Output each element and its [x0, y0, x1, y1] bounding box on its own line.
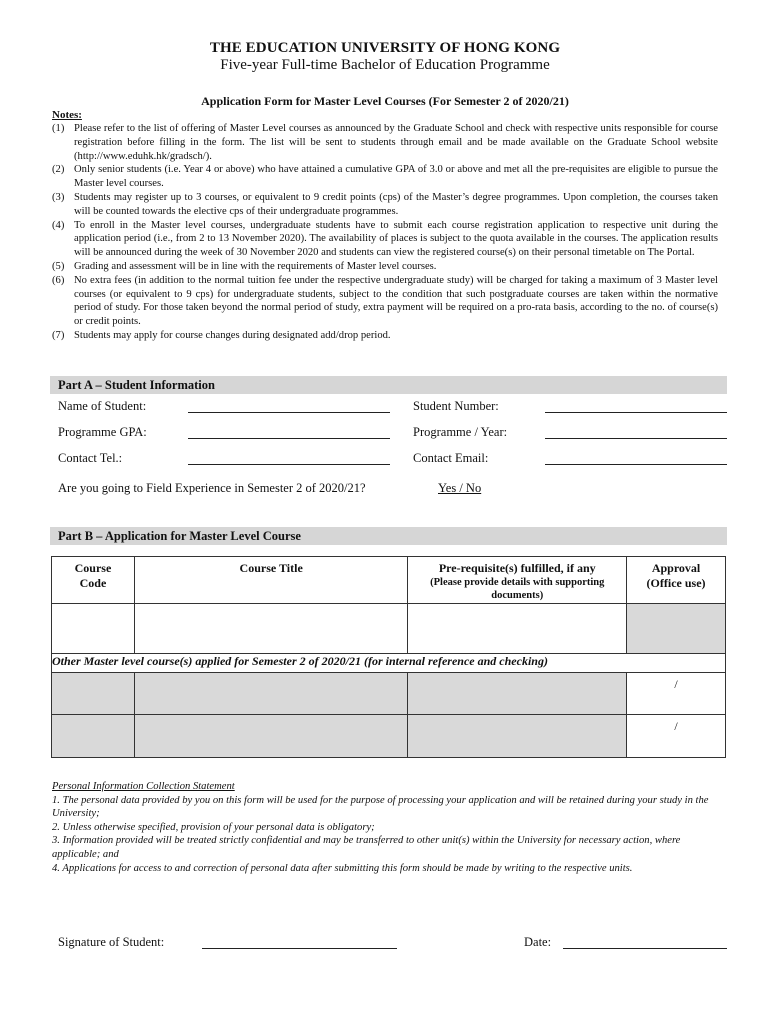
note-item [52, 219, 718, 260]
signature-label: Signature of Student: [58, 935, 165, 949]
gpa-label: Programme GPA: [58, 425, 147, 439]
other-approval-cell: / [627, 715, 726, 758]
programme-year-label: Programme / Year: [413, 425, 508, 439]
other-course-code-cell [52, 715, 135, 758]
email-field[interactable] [545, 464, 727, 465]
note-item [52, 122, 718, 163]
field-experience-question: Are you going to Field Experience in Semester 2 of 2020/21? [58, 481, 366, 495]
note-item [52, 260, 718, 274]
pics-item: 2. Unless otherwise specified, provision of your personal data is obligatory; [52, 821, 375, 833]
approval-header-line1: Approval [651, 561, 701, 575]
note-item [52, 274, 718, 329]
course-code-header-line2: Code [79, 576, 107, 590]
date-field[interactable] [563, 948, 727, 949]
prerequisite-header [408, 557, 627, 604]
other-courses-heading-row [52, 654, 726, 673]
note-number: (5) [52, 260, 65, 272]
note-text: Only senior students (i.e. Year 4 or above) who have attained a cumulative GPA of 3.0 or above and met all the pre-requisites are eligible to pursue the Master level courses. [74, 164, 718, 190]
student-number-field[interactable] [545, 412, 727, 413]
signature-field[interactable] [202, 948, 397, 949]
table-row [52, 715, 726, 758]
student-number-label: Student Number: [413, 399, 499, 413]
pics-item: 4. Applications for access to and correction of personal data after submitting this form should be made by writing to the respective units. [52, 862, 633, 874]
notes-list [52, 122, 718, 343]
prerequisite-header-text: Pre-requisite(s) fulfilled, if any [438, 561, 596, 575]
note-item [52, 163, 718, 191]
other-approval-cell: / [627, 673, 726, 715]
email-label: Contact Email: [413, 451, 489, 465]
other-courses-heading: Other Master level course(s) applied for Semester 2 of 2020/21 (for internal reference and checking) [52, 654, 726, 673]
other-prerequisite-cell [408, 715, 627, 758]
programme-name: Five-year Full-time Bachelor of Education Programme [220, 57, 550, 73]
tel-label: Contact Tel.: [58, 451, 123, 465]
course-code-header-line1: Course [74, 561, 112, 575]
note-text: Grading and assessment will be in line with the requirements of Master level courses. [74, 260, 437, 272]
course-title-cell[interactable] [134, 604, 408, 654]
part-b-heading: Part B – Application for Master Level Course [50, 527, 727, 545]
note-number: (3) [52, 191, 65, 203]
approval-header-line2: (Office use) [646, 576, 706, 590]
table-header-row [52, 557, 726, 604]
table-row [52, 673, 726, 715]
note-text: No extra fees (in addition to the normal tuition fee under the respective undergraduate study) will be charged for taking a maximum of 3 Master level courses (or equivalent to 9 cps) for undergraduate students, subject to the condition that such postgraduate courses are taken within the normative period of study. For those taken beyond the normal period of study, extra payment will be required on a pro-rata basis, according to the no. of course(s) or credit points. [74, 274, 718, 328]
note-item [52, 191, 718, 219]
table-row [52, 604, 726, 654]
other-course-title-cell [134, 673, 408, 715]
pics-title: Personal Information Collection Statement [52, 781, 235, 792]
prerequisite-cell[interactable] [408, 604, 627, 654]
other-course-title-cell [134, 715, 408, 758]
programme-year-field[interactable] [545, 438, 727, 439]
course-code-cell[interactable] [52, 604, 135, 654]
part-a-heading: Part A – Student Information [50, 376, 727, 394]
tel-field[interactable] [188, 464, 390, 465]
note-number: (7) [52, 329, 65, 341]
notes-title: Notes: [52, 109, 82, 121]
note-text: Students may register up to 3 courses, or equivalent to 9 credit points (cps) of the Master’s degree programmes. Upon completion, the courses taken will be counted towards the elective cps of their undergraduate programmes. [74, 191, 718, 217]
prerequisite-header-sub: (Please provide details with supporting documents) [430, 577, 605, 601]
name-field[interactable] [188, 412, 390, 413]
note-text: To enroll in the Master level courses, undergraduate students have to submit each course registration application to respective unit during the application period (i.e., from 2 to 13 November 2020). The availability of places is subject to the quota available in the courses. The application results will be announced during the week of 30 November 2020 and students can view the registered course(s) on their personal timetable on The Portal. [74, 219, 718, 259]
note-number: (6) [52, 274, 65, 286]
note-text: Please refer to the list of offering of Master Level courses as announced by the Graduate School and check with respective units responsible for course registration before filling in the form. The list will be sent to students through email and be made available on the Graduate School website (http://www.eduhk.hk/gradsch/). [74, 123, 718, 162]
note-number: (4) [52, 219, 65, 231]
course-application-table [51, 556, 726, 758]
course-title-header [134, 557, 408, 604]
date-label: Date: [524, 935, 552, 949]
note-item [52, 329, 718, 343]
gpa-field[interactable] [188, 438, 390, 439]
other-course-code-cell [52, 673, 135, 715]
form-title: Application Form for Master Level Courses (For Semester 2 of 2020/21) [201, 94, 569, 108]
approval-header [627, 557, 726, 604]
note-number: (1) [52, 123, 65, 134]
course-code-header [52, 557, 135, 604]
field-experience-yes-no[interactable]: Yes / No [438, 481, 482, 495]
personal-information-statement [52, 780, 722, 875]
pics-item: 1. The personal data provided by you on this form will be used for the purpose of processing your application and will be retained during your study in the University; [52, 794, 709, 820]
note-number: (2) [52, 164, 65, 176]
course-title-header-text: Course Title [239, 561, 303, 575]
pics-item: 3. Information provided will be treated strictly confidential and may be transferred to other unit(s) within the University for necessary action, where applicable; and [52, 835, 681, 860]
approval-cell [627, 604, 726, 654]
name-label: Name of Student: [58, 399, 147, 413]
university-name: THE EDUCATION UNIVERSITY OF HONG KONG [209, 40, 561, 56]
other-prerequisite-cell [408, 673, 627, 715]
note-text: Students may apply for course changes during designated add/drop period. [74, 329, 391, 341]
